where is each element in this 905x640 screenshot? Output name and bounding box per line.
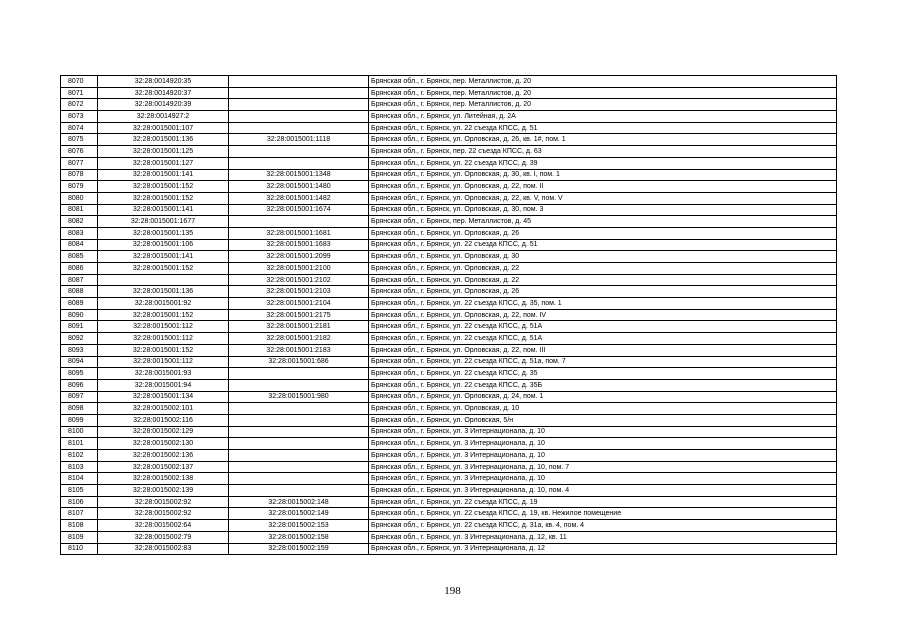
sub-object-number-cell: 32:28:0015001:2104: [229, 298, 369, 310]
sub-object-number-cell: 32:28:0015002:153: [229, 520, 369, 532]
table-row: [61, 426, 837, 438]
cadastral-number-cell: 32:28:0015001:134: [98, 391, 229, 403]
sub-object-number-cell: 32:28:0015001:2103: [229, 286, 369, 298]
table-row: [61, 146, 837, 158]
address-cell: Брянская обл., г. Брянск, ул. 22 съезда КПСС, д. 51: [369, 122, 837, 134]
cadastral-number-cell: 32:28:0015002:79: [98, 531, 229, 543]
sub-object-number-cell: [229, 146, 369, 158]
row-number-cell: 8083: [61, 227, 98, 239]
address-cell: Брянская обл., г. Брянск, ул. 22 съезда КПСС, д. 35: [369, 368, 837, 380]
cadastral-number-cell: 32:28:0014920:37: [98, 87, 229, 99]
sub-object-number-cell: [229, 157, 369, 169]
sub-object-number-cell: [229, 122, 369, 134]
sub-object-number-cell: 32:28:0015001:1118: [229, 134, 369, 146]
address-cell: Брянская обл., г. Брянск, ул. 3 Интернационала, д. 12, кв. 11: [369, 531, 837, 543]
cadastral-number-cell: 32:28:0015001:106: [98, 239, 229, 251]
cadastral-number-cell: 32:28:0015001:125: [98, 146, 229, 158]
cadastral-number-cell: 32:28:0015001:107: [98, 122, 229, 134]
registry-table: [60, 75, 837, 555]
cadastral-number-cell: 32:28:0015002:130: [98, 438, 229, 450]
sub-object-number-cell: 32:28:0015001:2175: [229, 309, 369, 321]
table-row: [61, 496, 837, 508]
table-row: [61, 286, 837, 298]
sub-object-number-cell: [229, 216, 369, 228]
sub-object-number-cell: [229, 403, 369, 415]
table-row: [61, 216, 837, 228]
sub-object-number-cell: [229, 461, 369, 473]
row-number-cell: 8108: [61, 520, 98, 532]
row-number-cell: 8095: [61, 368, 98, 380]
address-cell: Брянская обл., г. Брянск, ул. 3 Интернационала, д. 10: [369, 438, 837, 450]
cadastral-number-cell: 32:28:0015001:141: [98, 204, 229, 216]
row-number-cell: 8102: [61, 450, 98, 462]
table-row: [61, 227, 837, 239]
sub-object-number-cell: [229, 414, 369, 426]
sub-object-number-cell: 32:28:0015001:2182: [229, 333, 369, 345]
cadastral-number-cell: 32:28:0015001:1677: [98, 216, 229, 228]
address-cell: Брянская обл., г. Брянск, ул. Орловская, д. 24, пом. 1: [369, 391, 837, 403]
table-row: [61, 274, 837, 286]
address-cell: Брянская обл., г. Брянск, ул. Орловская, д. 30: [369, 251, 837, 263]
row-number-cell: 8084: [61, 239, 98, 251]
sub-object-number-cell: 32:28:0015001:686: [229, 356, 369, 368]
cadastral-number-cell: 32:28:0015002:92: [98, 508, 229, 520]
sub-object-number-cell: 32:28:0015001:1674: [229, 204, 369, 216]
table-row: [61, 157, 837, 169]
address-cell: Брянская обл., г. Брянск, ул. Орловская, д. 22, пом. II: [369, 181, 837, 193]
address-cell: Брянская обл., г. Брянск, ул. 22 съезда КПСС, д. 19: [369, 496, 837, 508]
row-number-cell: 8075: [61, 134, 98, 146]
address-cell: Брянская обл., г. Брянск, ул. 3 Интернационала, д. 10: [369, 450, 837, 462]
sub-object-number-cell: 32:28:0015001:2181: [229, 321, 369, 333]
address-cell: Брянская обл., г. Брянск, ул. Орловская, д. 26: [369, 227, 837, 239]
row-number-cell: 8096: [61, 379, 98, 391]
sub-object-number-cell: 32:28:0015002:149: [229, 508, 369, 520]
row-number-cell: 8081: [61, 204, 98, 216]
address-cell: Брянская обл., г. Брянск, ул. Орловская, д. 26, кв. 1#, пом. 1: [369, 134, 837, 146]
cadastral-number-cell: 32:28:0015001:141: [98, 169, 229, 181]
address-cell: Брянская обл., г. Брянск, ул. 22 съезда КПСС, д. 31а, кв. 4, пом. 4: [369, 520, 837, 532]
sub-object-number-cell: 32:28:0015001:1482: [229, 192, 369, 204]
cadastral-number-cell: 32:28:0015001:136: [98, 134, 229, 146]
sub-object-number-cell: [229, 473, 369, 485]
sub-object-number-cell: 32:28:0015001:2099: [229, 251, 369, 263]
address-cell: Брянская обл., г. Брянск, ул. Орловская, д. 22, пом. III: [369, 344, 837, 356]
table-row: [61, 368, 837, 380]
cadastral-number-cell: 32:28:0015002:116: [98, 414, 229, 426]
row-number-cell: 8110: [61, 543, 98, 555]
sub-object-number-cell: 32:28:0015001:1681: [229, 227, 369, 239]
sub-object-number-cell: 32:28:0015001:1348: [229, 169, 369, 181]
row-number-cell: 8100: [61, 426, 98, 438]
registry-table-body: [61, 76, 837, 555]
sub-object-number-cell: 32:28:0015001:2100: [229, 263, 369, 275]
table-row: [61, 391, 837, 403]
row-number-cell: 8103: [61, 461, 98, 473]
cadastral-number-cell: 32:28:0015001:152: [98, 263, 229, 275]
row-number-cell: 8105: [61, 485, 98, 497]
address-cell: Брянская обл., г. Брянск, ул. 3 Интернационала, д. 10, пом. 4: [369, 485, 837, 497]
table-row: [61, 192, 837, 204]
row-number-cell: 8109: [61, 531, 98, 543]
row-number-cell: 8090: [61, 309, 98, 321]
cadastral-number-cell: 32:28:0015001:152: [98, 181, 229, 193]
address-cell: Брянская обл., г. Брянск, ул. 22 съезда КПСС, д. 51: [369, 239, 837, 251]
row-number-cell: 8091: [61, 321, 98, 333]
row-number-cell: 8104: [61, 473, 98, 485]
table-row: [61, 485, 837, 497]
cadastral-number-cell: 32:28:0015002:92: [98, 496, 229, 508]
table-row: [61, 76, 837, 88]
sub-object-number-cell: [229, 426, 369, 438]
row-number-cell: 8097: [61, 391, 98, 403]
cadastral-number-cell: 32:28:0014920:39: [98, 99, 229, 111]
row-number-cell: 8076: [61, 146, 98, 158]
row-number-cell: 8088: [61, 286, 98, 298]
cadastral-number-cell: 32:28:0015001:92: [98, 298, 229, 310]
sub-object-number-cell: [229, 368, 369, 380]
cadastral-number-cell: 32:28:0015001:152: [98, 192, 229, 204]
table-row: [61, 333, 837, 345]
address-cell: Брянская обл., г. Брянск, ул. 22 съезда КПСС, д. 39: [369, 157, 837, 169]
table-row: [61, 531, 837, 543]
table-row: [61, 298, 837, 310]
address-cell: Брянская обл., г. Брянск, ул. Литейная, д. 2А: [369, 111, 837, 123]
row-number-cell: 8074: [61, 122, 98, 134]
row-number-cell: 8072: [61, 99, 98, 111]
address-cell: Брянская обл., г. Брянск, пер. Металлистов, д. 20: [369, 76, 837, 88]
table-row: [61, 134, 837, 146]
cadastral-number-cell: 32:28:0015001:135: [98, 227, 229, 239]
table-row: [61, 181, 837, 193]
sub-object-number-cell: 32:28:0015002:148: [229, 496, 369, 508]
row-number-cell: 8101: [61, 438, 98, 450]
table-row: [61, 543, 837, 555]
sub-object-number-cell: [229, 379, 369, 391]
row-number-cell: 8094: [61, 356, 98, 368]
table-row: [61, 204, 837, 216]
cadastral-number-cell: 32:28:0015001:93: [98, 368, 229, 380]
table-row: [61, 344, 837, 356]
row-number-cell: 8107: [61, 508, 98, 520]
row-number-cell: 8080: [61, 192, 98, 204]
cadastral-number-cell: 32:28:0014920:35: [98, 76, 229, 88]
table-row: [61, 122, 837, 134]
cadastral-number-cell: 32:28:0015002:139: [98, 485, 229, 497]
row-number-cell: 8071: [61, 87, 98, 99]
row-number-cell: 8077: [61, 157, 98, 169]
sub-object-number-cell: 32:28:0015002:158: [229, 531, 369, 543]
row-number-cell: 8082: [61, 216, 98, 228]
cadastral-number-cell: 32:28:0015001:141: [98, 251, 229, 263]
sub-object-number-cell: [229, 450, 369, 462]
cadastral-number-cell: 32:28:0015002:64: [98, 520, 229, 532]
sub-object-number-cell: [229, 438, 369, 450]
cadastral-number-cell: 32:28:0015002:136: [98, 450, 229, 462]
row-number-cell: 8085: [61, 251, 98, 263]
cadastral-number-cell: 32:28:0015002:83: [98, 543, 229, 555]
table-row: [61, 438, 837, 450]
table-row: [61, 251, 837, 263]
row-number-cell: 8073: [61, 111, 98, 123]
address-cell: Брянская обл., г. Брянск, ул. 22 съезда КПСС, д. 35, пом. 1: [369, 298, 837, 310]
address-cell: Брянская обл., г. Брянск, ул. 3 Интернационала, д. 10, пом. 7: [369, 461, 837, 473]
address-cell: Брянская обл., г. Брянск, пер. Металлистов, д. 20: [369, 87, 837, 99]
table-row: [61, 309, 837, 321]
sub-object-number-cell: 32:28:0015001:2183: [229, 344, 369, 356]
cadastral-number-cell: 32:28:0015001:112: [98, 356, 229, 368]
address-cell: Брянская обл., г. Брянск, ул. 22 съезда КПСС, д. 19, кв. Нежилое помещение: [369, 508, 837, 520]
address-cell: Брянская обл., г. Брянск, ул. Орловская, д. 10: [369, 403, 837, 415]
row-number-cell: 8079: [61, 181, 98, 193]
sub-object-number-cell: 32:28:0015002:159: [229, 543, 369, 555]
sub-object-number-cell: [229, 87, 369, 99]
cadastral-number-cell: 32:28:0015002:129: [98, 426, 229, 438]
sub-object-number-cell: 32:28:0015001:1480: [229, 181, 369, 193]
sub-object-number-cell: [229, 485, 369, 497]
address-cell: Брянская обл., г. Брянск, ул. 22 съезда КПСС, д. 51А: [369, 333, 837, 345]
row-number-cell: 8098: [61, 403, 98, 415]
cadastral-number-cell: 32:28:0015002:138: [98, 473, 229, 485]
address-cell: Брянская обл., г. Брянск, ул. 3 Интернационала, д. 10: [369, 473, 837, 485]
address-cell: Брянская обл., г. Брянск, ул. Орловская, д. 22, пом. IV: [369, 309, 837, 321]
table-row: [61, 169, 837, 181]
address-cell: Брянская обл., г. Брянск, ул. 22 съезда КПСС, д. 51а, пом. 7: [369, 356, 837, 368]
address-cell: Брянская обл., г. Брянск, ул. 22 съезда КПСС, д. 35Б: [369, 379, 837, 391]
table-row: [61, 356, 837, 368]
address-cell: Брянская обл., г. Брянск, ул. 22 съезда КПСС, д. 51А: [369, 321, 837, 333]
sub-object-number-cell: [229, 99, 369, 111]
address-cell: Брянская обл., г. Брянск, ул. Орловская, д. 22, кв. V, пом. V: [369, 192, 837, 204]
table-row: [61, 403, 837, 415]
row-number-cell: 8093: [61, 344, 98, 356]
row-number-cell: 8092: [61, 333, 98, 345]
cadastral-number-cell: 32:28:0015001:152: [98, 309, 229, 321]
cadastral-number-cell: 32:28:0015001:152: [98, 344, 229, 356]
address-cell: Брянская обл., г. Брянск, ул. Орловская, 5/н: [369, 414, 837, 426]
cadastral-number-cell: 32:28:0015001:112: [98, 321, 229, 333]
sub-object-number-cell: 32:28:0015001:1683: [229, 239, 369, 251]
cadastral-number-cell: 32:28:0015001:136: [98, 286, 229, 298]
row-number-cell: 8086: [61, 263, 98, 275]
table-row: [61, 239, 837, 251]
sub-object-number-cell: 32:28:0015001:2102: [229, 274, 369, 286]
table-row: [61, 321, 837, 333]
address-cell: Брянская обл., г. Брянск, пер. Металлистов, д. 20: [369, 99, 837, 111]
address-cell: Брянская обл., г. Брянск, ул. 3 Интернационала, д. 10: [369, 426, 837, 438]
address-cell: Брянская обл., г. Брянск, ул. Орловская, д. 30, кв. I, пом. 1: [369, 169, 837, 181]
table-row: [61, 379, 837, 391]
cadastral-number-cell: 32:28:0015002:101: [98, 403, 229, 415]
table-row: [61, 99, 837, 111]
row-number-cell: 8099: [61, 414, 98, 426]
table-row: [61, 263, 837, 275]
sub-object-number-cell: 32:28:0015001:980: [229, 391, 369, 403]
table-row: [61, 520, 837, 532]
cadastral-number-cell: 32:28:0014927:2: [98, 111, 229, 123]
cadastral-number-cell: 32:28:0015002:137: [98, 461, 229, 473]
sub-object-number-cell: [229, 111, 369, 123]
cadastral-number-cell: [98, 274, 229, 286]
table-row: [61, 473, 837, 485]
row-number-cell: 8070: [61, 76, 98, 88]
table-row: [61, 87, 837, 99]
table-row: [61, 414, 837, 426]
address-cell: Брянская обл., г. Брянск, ул. Орловская, д. 22: [369, 274, 837, 286]
table-row: [61, 450, 837, 462]
page-number: 198: [444, 585, 461, 597]
cadastral-number-cell: 32:28:0015001:112: [98, 333, 229, 345]
cadastral-number-cell: 32:28:0015001:127: [98, 157, 229, 169]
sub-object-number-cell: [229, 76, 369, 88]
address-cell: Брянская обл., г. Брянск, пер. 22 съезда КПСС, д. 63: [369, 146, 837, 158]
cadastral-number-cell: 32:28:0015001:94: [98, 379, 229, 391]
address-cell: Брянская обл., г. Брянск, ул. Орловская, д. 22: [369, 263, 837, 275]
table-row: [61, 508, 837, 520]
row-number-cell: 8087: [61, 274, 98, 286]
row-number-cell: 8106: [61, 496, 98, 508]
table-row: [61, 461, 837, 473]
table-row: [61, 111, 837, 123]
address-cell: Брянская обл., г. Брянск, пер. Металлистов, д. 45: [369, 216, 837, 228]
address-cell: Брянская обл., г. Брянск, ул. Орловская, д. 30, пом. 3: [369, 204, 837, 216]
row-number-cell: 8078: [61, 169, 98, 181]
address-cell: Брянская обл., г. Брянск, ул. Орловская, д. 26: [369, 286, 837, 298]
address-cell: Брянская обл., г. Брянск, ул. 3 Интернационала, д. 12: [369, 543, 837, 555]
row-number-cell: 8089: [61, 298, 98, 310]
